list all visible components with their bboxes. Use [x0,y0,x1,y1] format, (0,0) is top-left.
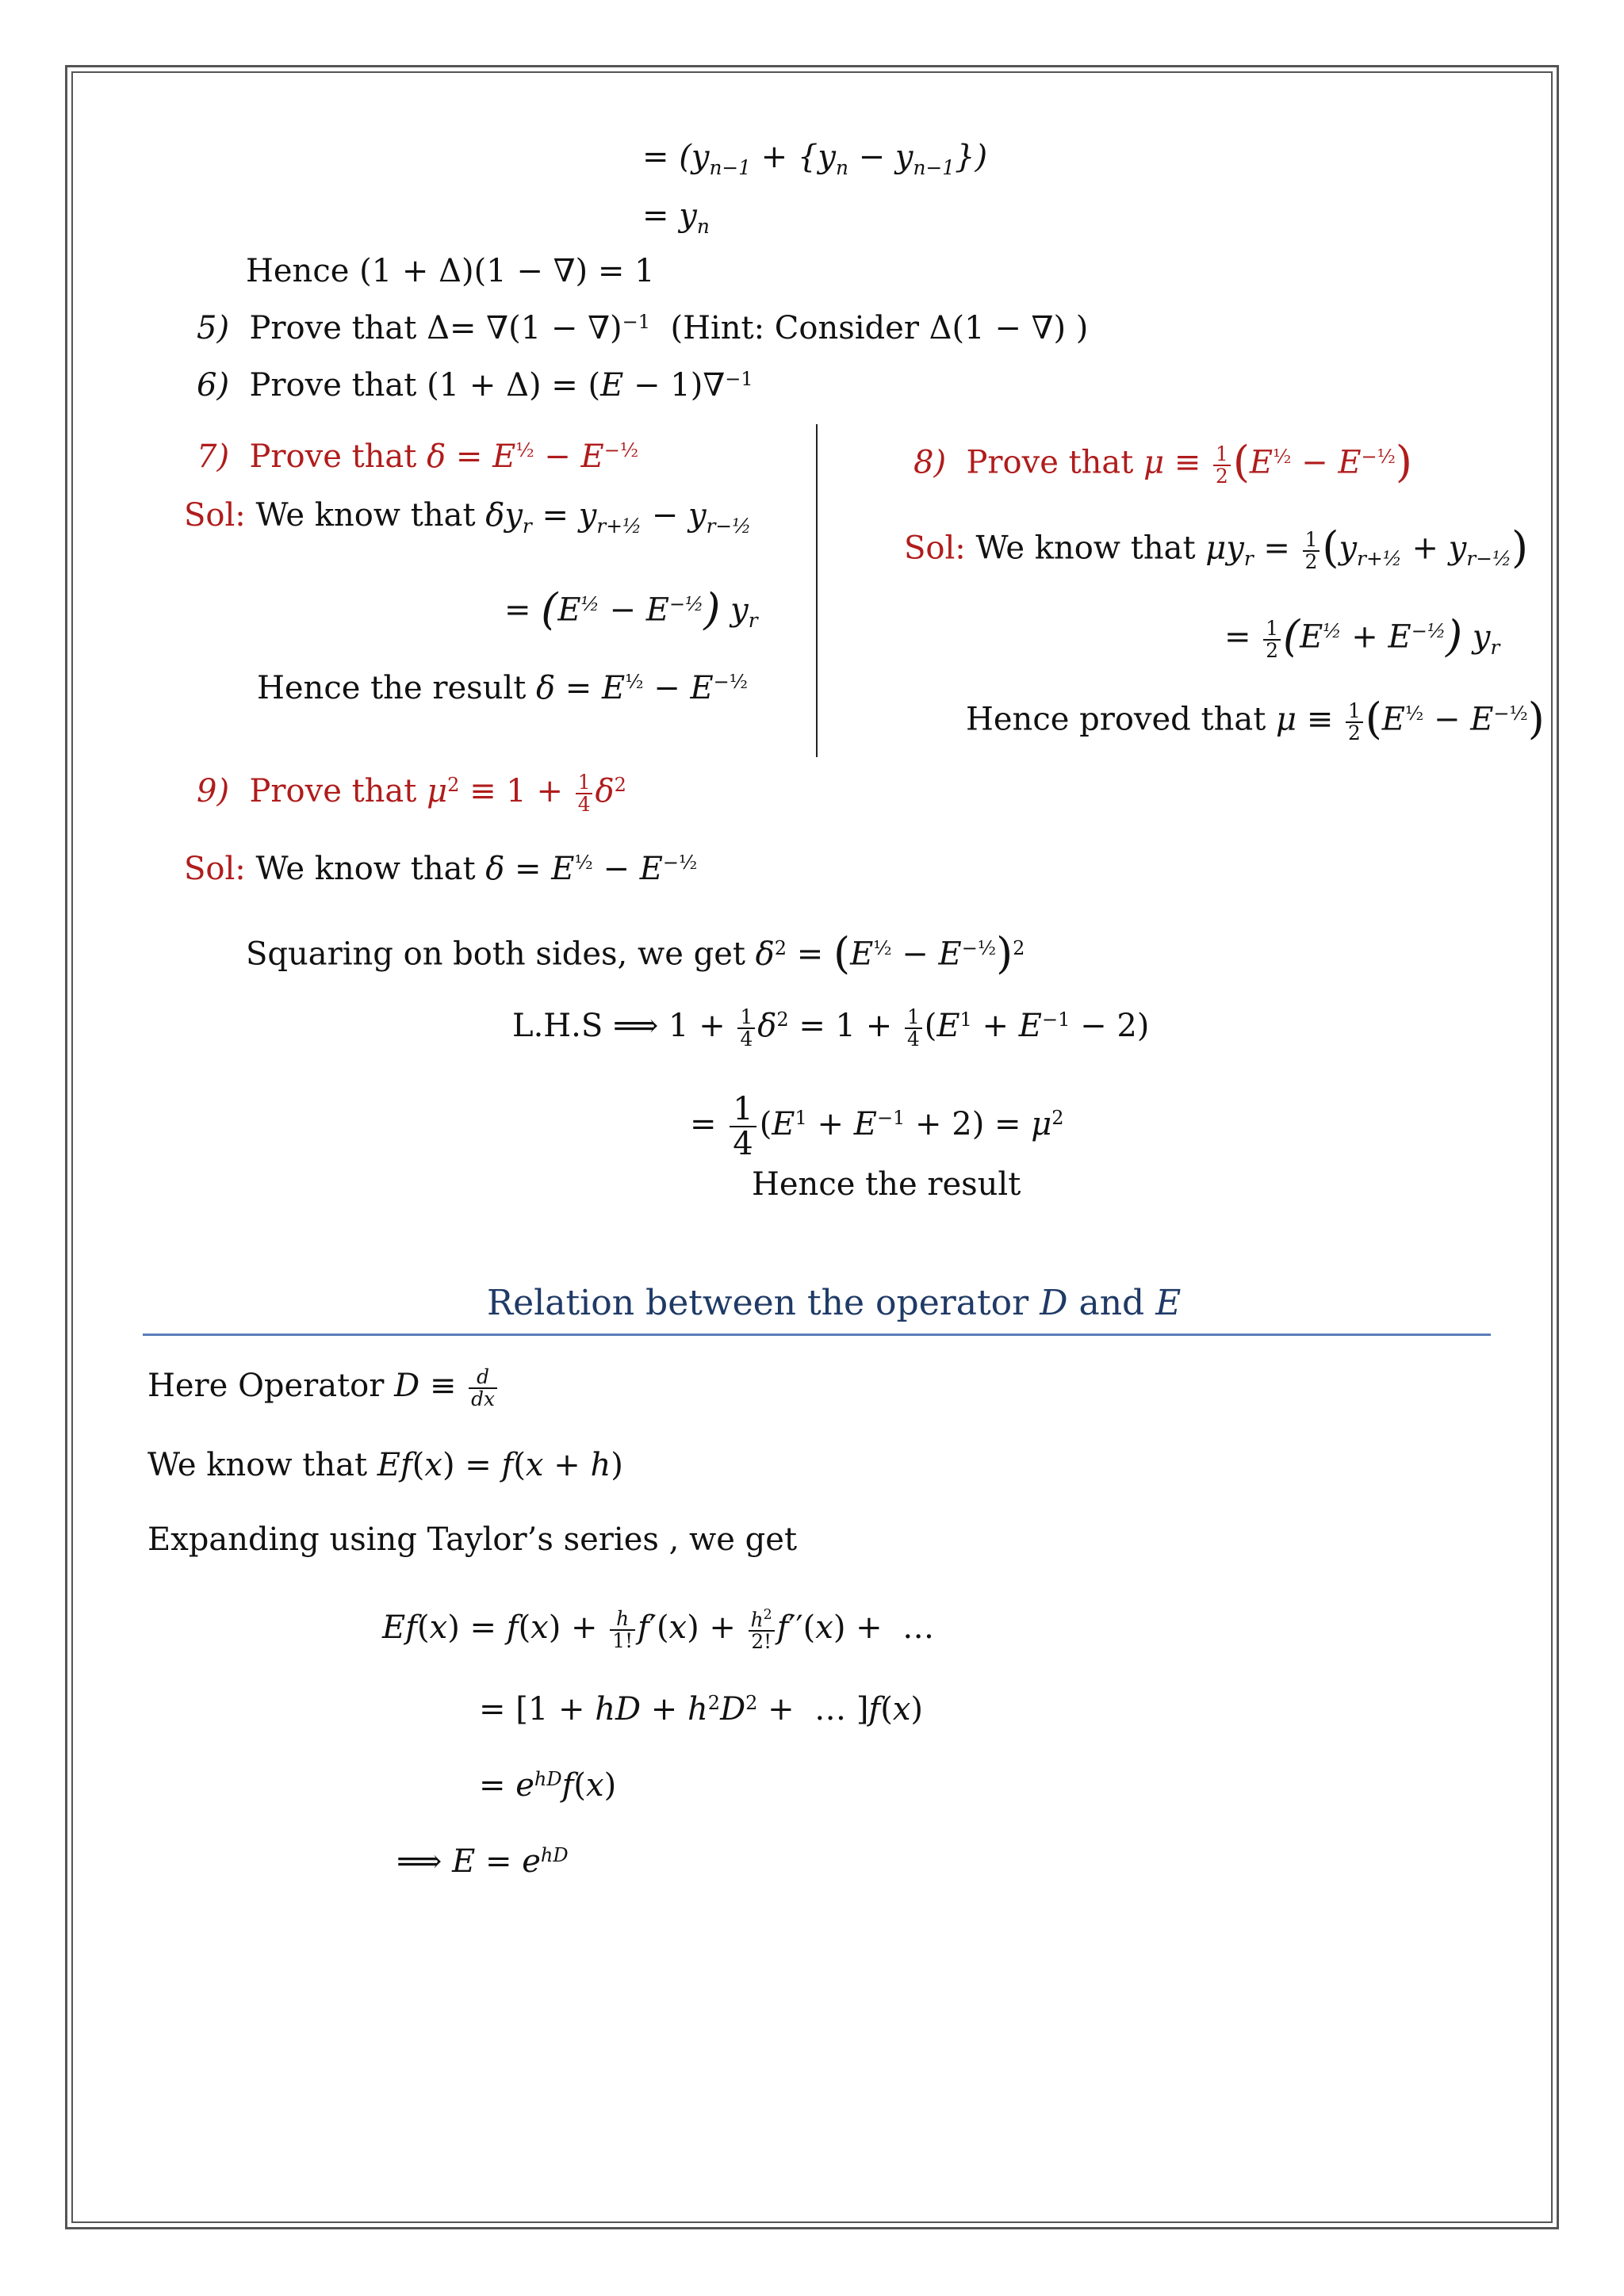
sol-label-7: Sol: [184,497,246,534]
item-9-sol: Sol: We know that $\delta = E^{\frac{1}{2}} - E^{-\frac{1}{2}}$ [184,851,698,887]
lhs-label: L.H.S [512,1008,603,1045]
hence-the-result-7: Hence the result [257,670,527,706]
taylor-conclusion: ⟹ $E = e^{hD}$ [396,1843,569,1880]
sol-label-8: Sol: [904,530,966,567]
item-8-number: 8) [914,444,947,481]
expanding-text: Expanding using Taylor’s series , we get [147,1521,798,1558]
section-heading: Relation between the operator D and E [487,1283,1182,1323]
item-5-number: 5) [197,310,230,346]
eq-top-line-2: = $y_n$ [642,197,710,238]
item-9-result: Hence the result [752,1166,1021,1203]
item-9: 9) Prove that $\mu^2 \equiv 1$ + $\frac{1}{4}$ $\delta^2$ [197,771,626,817]
operator-definition: Here Operator D ≡ $\frac{d}{dx}$ [147,1367,500,1410]
column-divider [816,424,818,757]
taylor-line-1: Ef(x) = f(x) + $\frac{h}{1!}$ f′(x) + $\frac{h^2}{2!}$ f′′(x) + … [382,1607,935,1654]
we-know-that-7: We know that [255,497,476,534]
item-8-result: Hence proved that μ ≡ $\frac{1}{2}$ $(E^{\frac{1}{2}} - E^{-\frac{1}{2}})$ [966,694,1545,744]
item-6-number: 6) [197,367,230,404]
item-7-number: 7) [197,438,230,475]
item-9-number: 9) [197,773,230,810]
item-9-step: = $\frac{1}{4}$ $(E^1 + E^{-1} + 2) = \mu^2$ [690,1091,1064,1162]
we-know-that-9: We know that [255,851,476,887]
shift-definition: We know that Ef(x) = f(x + h) [147,1447,623,1483]
item-6: 6) Prove that (1 + Δ) = (E − 1)∇$^{-1}$ [197,367,753,404]
hence-proved-that-8: Hence proved that [966,701,1266,738]
item-7: 7) Prove that $\delta = E^{\frac{1}{2}} - E^{-\frac{1}{2}}$ [197,438,639,475]
hence-identity: Hence (1 + Δ)(1 − ∇) = 1 [246,253,655,289]
squaring-text: Squaring on both sides, we get [246,936,745,973]
section-rule [143,1334,1491,1336]
item-8-sol: Sol: We know that $\mu y_r$ = $\frac{1}{2}$ $(y_{r+\frac{1}{2}} + y_{r-\frac{1}{2}})$ [904,522,1529,573]
item-7-result: Hence the result $\delta = E^{\frac{1}{2}} - E^{-\frac{1}{2}}$ [257,670,749,706]
sol-label-9: Sol: [184,851,246,887]
here-operator-text: Here Operator [147,1368,385,1405]
taylor-line-2: = [1 + hD + $h^2D^2$ + … ]f(x) [479,1691,924,1728]
item-9-lhs: L.H.S ⟹ 1 + $\frac{1}{4}$ $\delta^2 = 1$ + $\frac{1}{4}$ $(E^1 + E^{-1} - 2)$ [512,1005,1150,1051]
item-8: 8) Prove that μ ≡ $\frac{1}{2}$ $(E^{\frac{1}{2}} - E^{-\frac{1}{2}})$ [914,437,1412,488]
eq-top-line-1: = $(y_{n-1} + \{y_n - y_{n-1}\})$ [642,139,988,179]
item-9-squaring: Squaring on both sides, we get $\delta^2 = (E^{\frac{1}{2}} - E^{-\frac{1}{2}})^2$ [246,928,1025,978]
item-5: 5) Prove that Δ= ∇(1 − ∇)$^{-1}$ (Hint: Consider Δ(1 − ∇) ) [197,310,1089,346]
we-know-that-8: We know that [975,530,1196,567]
we-know-text: We know that [147,1447,368,1483]
item-8-step: = $\frac{1}{2}$ $(E^{\frac{1}{2}} + E^{-\frac{1}{2}})$ $y_r$ [1224,611,1500,662]
taylor-line-3: = $e^{hD}f(x)$ [479,1767,617,1804]
item-7-step: = $(E^{\frac{1}{2}} - E^{-\frac{1}{2}})$ $y_r$ [504,584,758,634]
item-7-sol: Sol: We know that $\delta y_r = y_{r+\frac{1}{2}} - y_{r-\frac{1}{2}}$ [184,497,752,538]
